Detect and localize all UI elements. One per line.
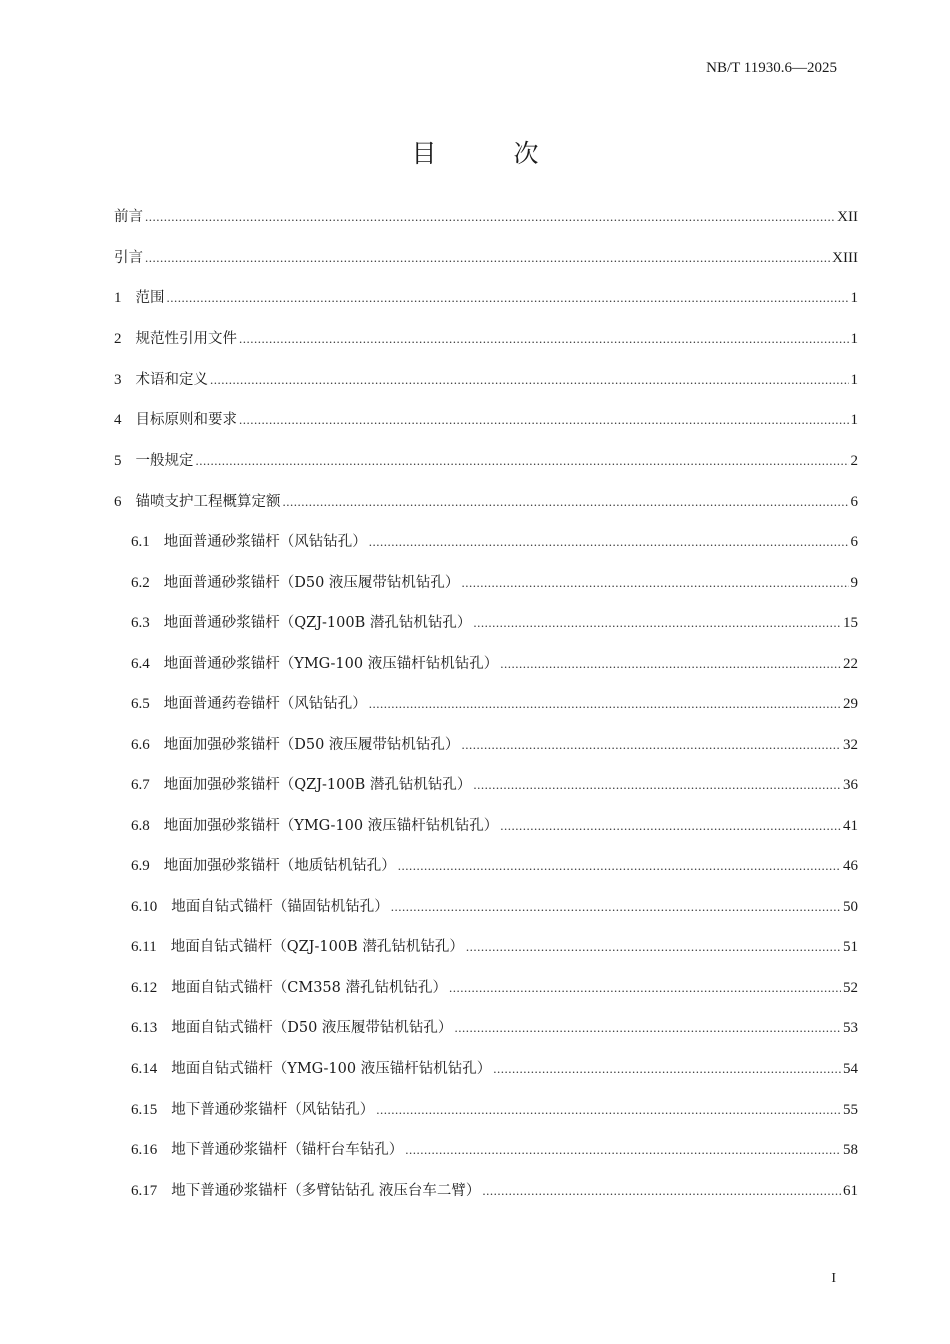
toc-entry-page: 50 bbox=[843, 899, 858, 915]
toc-entry-text: 地面自钻式锚杆（锚固钻机钻孔） bbox=[171, 899, 389, 915]
dot-leader bbox=[283, 494, 849, 510]
toc-entry-number: 6.17 bbox=[131, 1183, 158, 1199]
toc-entry-page: 6 bbox=[850, 494, 858, 510]
toc-entry-text: 前言 bbox=[114, 209, 143, 225]
toc-entry-6-9[interactable] bbox=[131, 854, 858, 876]
toc-entry-text: 一般规定 bbox=[135, 453, 194, 469]
toc-entry-6-17[interactable] bbox=[131, 1179, 858, 1201]
toc-entry-page: 29 bbox=[843, 696, 858, 712]
toc-entry-number: 3 bbox=[114, 372, 122, 388]
toc-entry-2[interactable] bbox=[114, 327, 858, 349]
toc-entry-text: 范围 bbox=[135, 290, 165, 306]
toc-entry-6[interactable] bbox=[114, 490, 858, 512]
toc-entry-text: 地面自钻式锚杆（D50 液压履带钻机钻孔） bbox=[171, 1020, 453, 1036]
dot-leader bbox=[167, 290, 849, 306]
toc-entry-number: 6.7 bbox=[131, 777, 150, 793]
toc-entry-1[interactable] bbox=[114, 286, 858, 308]
toc-entry-introduction[interactable] bbox=[114, 246, 858, 268]
toc-entry-3[interactable] bbox=[114, 368, 858, 390]
toc-entry-page: 1 bbox=[850, 412, 858, 428]
toc-entry-text: 地面普通砂浆锚杆（YMG-100 液压锚杆钻机钻孔） bbox=[163, 656, 499, 672]
toc-entry-page: 36 bbox=[843, 777, 858, 793]
toc-entry-text: 地面普通药卷锚杆（风钻钻孔） bbox=[163, 696, 367, 712]
toc-entry-6-1[interactable] bbox=[131, 530, 858, 552]
toc-entry-number: 6.5 bbox=[131, 696, 150, 712]
toc-entry-page: 61 bbox=[843, 1183, 858, 1199]
dot-leader bbox=[398, 858, 841, 874]
toc-entry-6-11[interactable] bbox=[131, 935, 858, 957]
toc-entry-4[interactable] bbox=[114, 408, 858, 430]
toc-entry-number: 6.2 bbox=[131, 575, 150, 591]
dot-leader bbox=[391, 899, 841, 915]
toc-entry-page: 9 bbox=[850, 575, 858, 591]
toc-entry-number: 6.10 bbox=[131, 899, 158, 915]
toc-entry-number: 6.4 bbox=[131, 656, 150, 672]
toc-entry-page: 6 bbox=[850, 534, 858, 550]
toc-entry-number: 6 bbox=[114, 494, 122, 510]
dot-leader bbox=[145, 209, 835, 225]
toc-entry-6-10[interactable] bbox=[131, 895, 858, 917]
toc-entry-page: 54 bbox=[843, 1061, 858, 1077]
dot-leader bbox=[196, 453, 849, 469]
toc-entry-number: 6.13 bbox=[131, 1020, 158, 1036]
toc-entry-number: 6.11 bbox=[131, 939, 157, 955]
toc-entry-number: 6.15 bbox=[131, 1102, 158, 1118]
toc-entry-6-16[interactable] bbox=[131, 1138, 858, 1160]
toc-entry-page: 52 bbox=[843, 980, 858, 996]
page-number: I bbox=[831, 1271, 836, 1286]
toc-entry-6-8[interactable] bbox=[131, 814, 858, 836]
toc-entry-6-4[interactable] bbox=[131, 652, 858, 674]
toc-entry-number: 6.16 bbox=[131, 1142, 158, 1158]
toc-entry-page: 22 bbox=[843, 656, 858, 672]
toc-entry-foreword[interactable] bbox=[114, 205, 858, 227]
dot-leader bbox=[473, 615, 841, 631]
toc-entry-page: 58 bbox=[843, 1142, 858, 1158]
dot-leader bbox=[449, 980, 841, 996]
toc-entry-text: 地面自钻式锚杆（QZJ-100B 潜孔钻机钻孔） bbox=[170, 939, 464, 955]
toc-entry-number: 6.8 bbox=[131, 818, 150, 834]
toc-entry-number: 6.6 bbox=[131, 737, 150, 753]
toc-entry-text: 术语和定义 bbox=[135, 372, 208, 388]
toc-entry-6-5[interactable] bbox=[131, 692, 858, 714]
dot-leader bbox=[466, 939, 841, 955]
toc-entry-text: 地面加强砂浆锚杆（D50 液压履带钻机钻孔） bbox=[163, 737, 460, 753]
toc-entry-page: 51 bbox=[843, 939, 858, 955]
toc-entry-text: 锚喷支护工程概算定额 bbox=[135, 494, 281, 510]
dot-leader bbox=[145, 250, 830, 266]
toc-entry-number: 4 bbox=[114, 412, 122, 428]
dot-leader bbox=[239, 412, 849, 428]
toc-entry-text: 地面加强砂浆锚杆（YMG-100 液压锚杆钻机钻孔） bbox=[163, 818, 499, 834]
toc-entry-6-7[interactable] bbox=[131, 773, 858, 795]
toc-entry-page: XII bbox=[837, 209, 858, 225]
toc-entry-text: 地面自钻式锚杆（CM358 潜孔钻机钻孔） bbox=[171, 980, 447, 996]
standard-code: NB/T 11930.6—2025 bbox=[706, 60, 837, 76]
dot-leader bbox=[376, 1102, 841, 1118]
toc-entry-number: 6.14 bbox=[131, 1061, 158, 1077]
toc-entry-text: 地下普通砂浆锚杆（风钻钻孔） bbox=[171, 1102, 375, 1118]
toc-entry-6-14[interactable] bbox=[131, 1057, 858, 1079]
toc-entry-number: 6.9 bbox=[131, 858, 150, 874]
dot-leader bbox=[493, 1061, 841, 1077]
toc-entry-number: 5 bbox=[114, 453, 122, 469]
toc-entry-text: 地面自钻式锚杆（YMG-100 液压锚杆钻机钻孔） bbox=[171, 1061, 492, 1077]
toc-entry-page: 46 bbox=[843, 858, 858, 874]
dot-leader bbox=[500, 656, 841, 672]
toc-entry-text: 地面普通砂浆锚杆（风钻钻孔） bbox=[163, 534, 367, 550]
toc-entry-6-3[interactable] bbox=[131, 611, 858, 633]
toc-entry-6-6[interactable] bbox=[131, 733, 858, 755]
toc-entry-number: 6.12 bbox=[131, 980, 158, 996]
toc-entry-page: 53 bbox=[843, 1020, 858, 1036]
toc-entry-text: 地面加强砂浆锚杆（QZJ-100B 潜孔钻机钻孔） bbox=[163, 777, 472, 793]
toc-entry-text: 地面普通砂浆锚杆（QZJ-100B 潜孔钻机钻孔） bbox=[163, 615, 472, 631]
dot-leader bbox=[454, 1020, 841, 1036]
toc-entry-text: 规范性引用文件 bbox=[135, 331, 237, 347]
toc-title: 目 次 bbox=[411, 139, 565, 168]
toc-entry-6-2[interactable] bbox=[131, 571, 858, 593]
toc-entry-6-15[interactable] bbox=[131, 1098, 858, 1120]
toc-entry-page: 1 bbox=[850, 290, 858, 306]
dot-leader bbox=[239, 331, 849, 347]
dot-leader bbox=[473, 777, 841, 793]
toc-entry-number: 2 bbox=[114, 331, 122, 347]
dot-leader bbox=[405, 1142, 841, 1158]
toc-entry-6-13[interactable] bbox=[131, 1016, 858, 1038]
toc-entry-text: 目标原则和要求 bbox=[135, 412, 237, 428]
toc-entry-page: 1 bbox=[850, 331, 858, 347]
toc-entry-number: 6.1 bbox=[131, 534, 150, 550]
toc-entry-text: 地面加强砂浆锚杆（地质钻机钻孔） bbox=[163, 858, 396, 874]
toc-entry-5[interactable] bbox=[114, 449, 858, 471]
dot-leader bbox=[210, 372, 849, 388]
toc-entry-6-12[interactable] bbox=[131, 976, 858, 998]
toc-entry-text: 地下普通砂浆锚杆（多臂钻钻孔 液压台车二臂） bbox=[171, 1183, 481, 1199]
dot-leader bbox=[461, 575, 848, 591]
toc-entry-text: 地下普通砂浆锚杆（锚杆台车钻孔） bbox=[171, 1142, 404, 1158]
dot-leader bbox=[461, 737, 841, 753]
toc-entry-page: 41 bbox=[843, 818, 858, 834]
toc-entry-text: 地面普通砂浆锚杆（D50 液压履带钻机钻孔） bbox=[163, 575, 460, 591]
dot-leader bbox=[482, 1183, 841, 1199]
toc-entry-page: XIII bbox=[832, 250, 858, 266]
toc-entry-page: 55 bbox=[843, 1102, 858, 1118]
dot-leader bbox=[369, 696, 841, 712]
toc-entry-page: 2 bbox=[850, 453, 858, 469]
toc-entry-number: 6.3 bbox=[131, 615, 150, 631]
toc-entry-page: 1 bbox=[850, 372, 858, 388]
toc-entry-page: 15 bbox=[843, 615, 858, 631]
toc-entry-text: 引言 bbox=[114, 250, 143, 266]
dot-leader bbox=[500, 818, 841, 834]
toc-entry-number: 1 bbox=[114, 290, 122, 306]
toc-entry-page: 32 bbox=[843, 737, 858, 753]
dot-leader bbox=[369, 534, 849, 550]
